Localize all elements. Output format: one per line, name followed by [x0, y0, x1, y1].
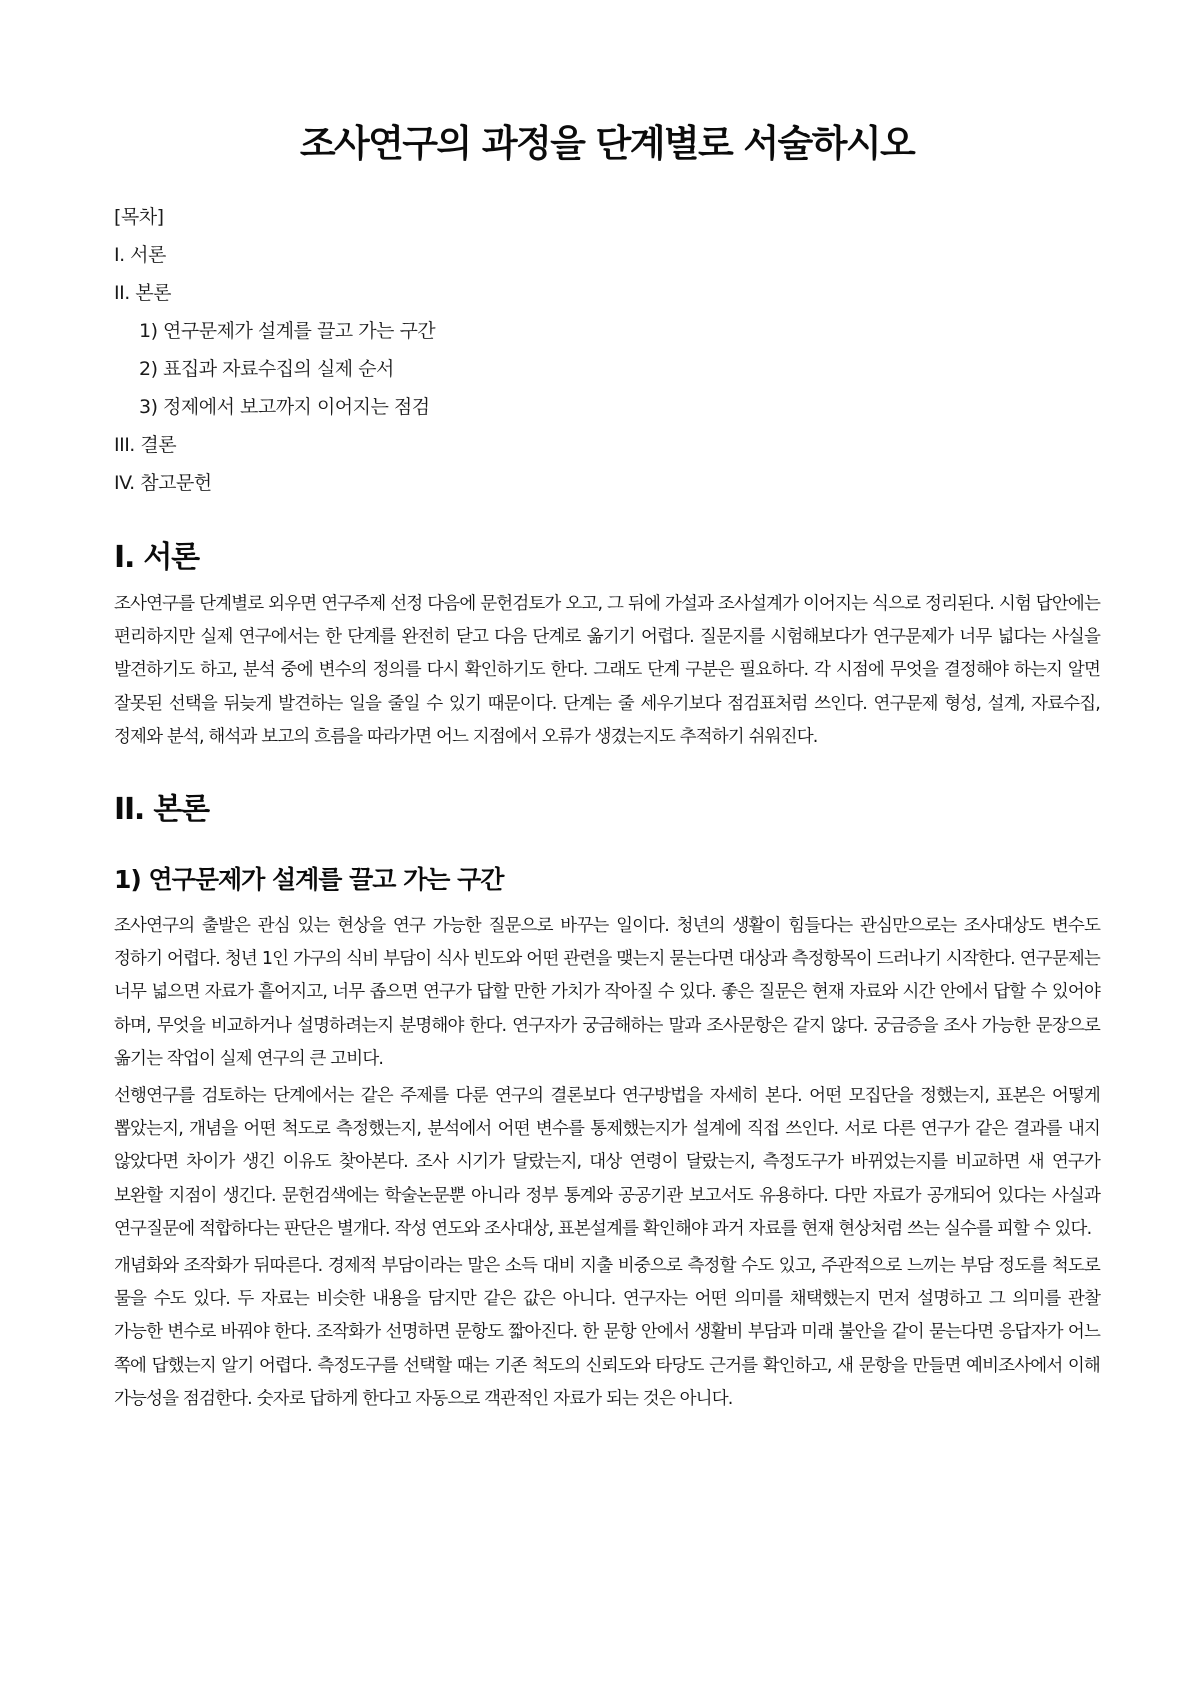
toc-subitem-3: 3) 정제에서 보고까지 이어지는 점검 — [139, 396, 430, 418]
toc-subitem-2: 2) 표집과 자료수집의 실제 순서 — [139, 358, 394, 380]
toc-heading: [목차] — [114, 206, 164, 228]
toc-subitem-1: 1) 연구문제가 설계를 끌고 가는 구간 — [139, 320, 436, 342]
intro-paragraph: 조사연구를 단계별로 외우면 연구주제 선정 다음에 문헌검토가 오고, 그 뒤에 가설과 조사설계가 이어지는 식으로 정리된다. 시험 답안에는 편리하지만 실제 연구에서는 한 단계를 완전히 닫고 다음 단계로 옮기기 어렵다. 질문지를 시험해보다가 연구문제가 너무 넓다는 사실을 발견하기도 하고, 분석 중에 변수의 정의를 다시 확인하기도 한다. 그래도 단계 구분은 필요하다. 각 시점에 무엇을 결정해야 하는지 알면 잘못된 선택을 뒤늦게 발견하는 일을 줄일 수 있기 때문이다. 단계는 줄 세우기보다 점검표처럼 쓰인다. 연구문제 형성, 설계, 자료수집, 정제와 분석, 해석과 보고의 흐름을 따라가면 어느 지점에서 오류가 생겼는지도 추적하기 쉬워진다. — [114, 594, 1100, 747]
subsection-1-paragraph: 조사연구의 출발은 관심 있는 현상을 연구 가능한 질문으로 바꾸는 일이다. 청년의 생활이 힘들다는 관심만으로는 조사대상도 변수도 정하기 어렵다. 청년 1인 가구의 식비 부담이 식사 빈도와 어떤 관련을 맺는지 묻는다면 대상과 측정항목이 드러나기 시작한다. 연구문제는 너무 넓으면 자료가 흩어지고, 너무 좁으면 연구가 답할 만한 가치가 작아질 수 있다. 좋은 질문은 현재 자료와 시간 안에서 답할 수 있어야 하며, 무엇을 비교하거나 설명하려는지 분명해야 한다. 연구자가 궁금해하는 말과 조사문항은 같지 않다. 궁금증을 조사 가능한 문장으로 옮기는 작업이 실제 연구의 큰 고비다. — [114, 916, 1100, 1069]
toc-item-conclusion: III. 결론 — [114, 434, 177, 456]
toc-item-body: II. 본론 — [114, 282, 171, 304]
intro-section — [114, 538, 1100, 754]
subsection-1-heading: 1) 연구문제가 설계를 끌고 가는 구간 — [114, 865, 504, 895]
subsection-1 — [114, 862, 1100, 1416]
toc-item-references: IV. 참고문헌 — [114, 472, 212, 494]
toc-item-intro: I. 서론 — [114, 244, 166, 266]
body-section — [114, 790, 1100, 1416]
table-of-contents — [114, 198, 1100, 502]
intro-heading: I. 서론 — [114, 540, 199, 575]
body-heading: II. 본론 — [114, 792, 209, 828]
document-title: 조사연구의 과정을 단계별로 서술하시오 — [299, 122, 915, 165]
subsection-1-paragraph: 개념화와 조작화가 뒤따른다. 경제적 부담이라는 말은 소득 대비 지출 비중으로 측정할 수도 있고, 주관적으로 느끼는 부담 정도를 척도로 물을 수도 있다. 두 자료는 비슷한 내용을 담지만 같은 값은 아니다. 연구자는 어떤 의미를 채택했는지 먼저 설명하고 그 의미를 관찰 가능한 변수로 바꿔야 한다. 조작화가 선명하면 문항도 짧아진다. 한 문항 안에서 생활비 부담과 미래 불안을 같이 묻는다면 응답자가 어느 쪽에 답했는지 알기 어렵다. 측정도구를 선택할 때는 기존 척도의 신뢰도와 타당도 근거를 확인하고, 새 문항을 만들면 예비조사에서 이해 가능성을 점검한다. 숫자로 답하게 한다고 자동으로 객관적인 자료가 되는 것은 아니다. — [114, 1256, 1100, 1409]
subsection-1-paragraph: 선행연구를 검토하는 단계에서는 같은 주제를 다룬 연구의 결론보다 연구방법을 자세히 본다. 어떤 모집단을 정했는지, 표본은 어떻게 뽑았는지, 개념을 어떤 척도로 측정했는지, 분석에서 어떤 변수를 통제했는지가 설계에 직접 쓰인다. 서로 다른 연구가 같은 결과를 내지 않았다면 차이가 생긴 이유도 찾아본다. 조사 시기가 달랐는지, 대상 연령이 달랐는지, 측정도구가 바뀌었는지를 비교하면 새 연구가 보완할 지점이 생긴다. 문헌검색에는 학술논문뿐 아니라 정부 통계와 공공기관 보고서도 유용하다. 다만 자료가 공개되어 있다는 사실과 연구질문에 적합하다는 판단은 별개다. 작성 연도와 조사대상, 표본설계를 확인해야 과거 자료를 현재 현상처럼 쓰는 실수를 피할 수 있다. — [114, 1086, 1100, 1239]
